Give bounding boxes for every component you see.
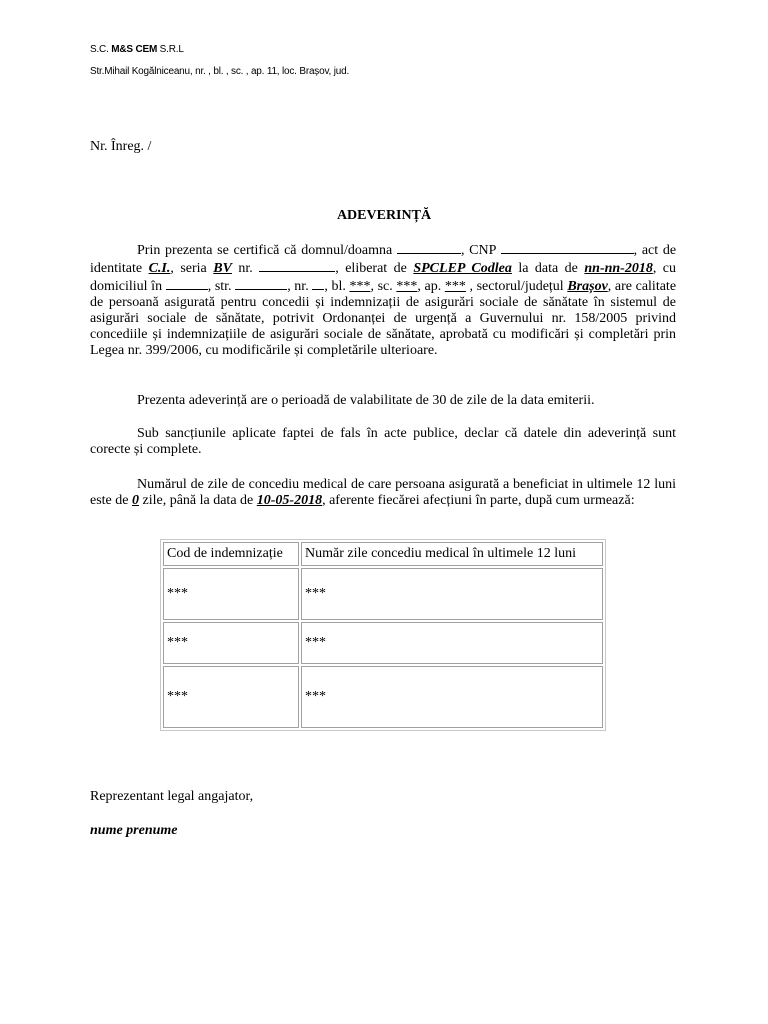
address-county-label: jud. <box>333 66 350 77</box>
representative-label: Reprezentant legal angajator, <box>90 789 254 804</box>
table-header-row <box>163 542 603 566</box>
text: sectorul/județul <box>476 279 564 294</box>
block-value: *** <box>349 279 371 294</box>
text: , <box>633 243 638 258</box>
table-cell: *** <box>301 666 603 728</box>
text: zile, până la data de <box>142 493 254 508</box>
company-address <box>90 66 349 77</box>
certification-paragraph <box>90 241 676 359</box>
text: Sub sancțiunile aplicate faptei de fals în acte publice, declar că datele din adeverință sunt corecte și complete. <box>90 426 676 457</box>
text: , are calitate de persoană asigurată pentru concedii și indemnizații de asigurări sociale de sănătate în sistemul de asigurări sociale de sănătate, potrivit Ordonanței de urgență a Guvernului nr. 158/2005 privind concediile și indemnizațiile de asigurări sociale de sănătate, aprobată cu modificări și completări prin Legea nr. 399/2006, cu modificările și completările ulterioare. <box>90 279 677 358</box>
leave-days: 0 <box>131 493 139 508</box>
table-row <box>163 568 603 620</box>
text: , <box>469 279 473 294</box>
address-loc-label: loc. <box>281 66 297 77</box>
text: , seria <box>170 261 207 276</box>
address-comma: , <box>328 66 332 77</box>
text: , nr. <box>287 279 309 294</box>
declaration-paragraph <box>90 426 676 458</box>
id-series: BV <box>213 261 232 276</box>
company-suffix: S.R.L <box>159 44 184 55</box>
reference-date: 10-05-2018 <box>256 493 323 508</box>
document-title: ADEVERINȚĂ <box>336 208 432 223</box>
text: Numărul de zile de concediu medical de care persoana asigurată a beneficiat in ultimele 12 luni este de <box>90 477 676 508</box>
id-type: C.I. <box>148 261 171 276</box>
id-number-blank <box>259 259 335 272</box>
registration-number: Nr. Înreg. / <box>90 139 152 154</box>
apartment-value: *** <box>444 279 466 294</box>
table-cell: *** <box>163 568 299 620</box>
name-blank <box>397 241 461 254</box>
text: , str. <box>207 279 232 294</box>
text: Prezenta adeverință are o perioadă de valabilitate de 30 de zile de la data emiterii. <box>137 393 595 408</box>
table-cell: *** <box>163 622 299 664</box>
company-name: M&S CEM <box>111 44 158 55</box>
medical-leave-paragraph <box>90 477 676 509</box>
table-header-cell: Număr zile concediu medical în ultimele 12 luni <box>301 542 603 566</box>
address-details: , nr. , bl. , sc. , ap. 11, <box>189 66 280 77</box>
table-row <box>163 666 603 728</box>
county-value: Brașov <box>567 279 608 294</box>
text: Prin prezenta se certifică că domnul/doamna <box>137 243 393 258</box>
text: , cu domiciliul în <box>90 261 677 294</box>
company-line <box>90 44 184 55</box>
table-cell: *** <box>163 666 299 728</box>
table-row <box>163 622 603 664</box>
table-cell: *** <box>301 622 603 664</box>
company-prefix: S.C. <box>90 44 109 55</box>
city-blank <box>166 277 208 290</box>
address-street: Str.Mihail Kogălniceanu <box>90 66 190 77</box>
text: , ap. <box>417 279 442 294</box>
text: nr. <box>238 261 253 276</box>
id-issuer: SPCLEP Codlea <box>413 261 512 276</box>
text: , aferente fiecărei afecțiuni în parte, după cum urmează: <box>322 493 635 508</box>
text: , eliberat de <box>335 261 407 276</box>
medical-leave-table <box>160 539 606 731</box>
street-blank <box>235 277 287 290</box>
validity-paragraph <box>90 393 676 409</box>
id-issue-date: nn-nn-2018 <box>584 261 653 276</box>
number-blank <box>312 277 324 290</box>
text: , CNP <box>460 243 496 258</box>
text: la data de <box>518 261 578 276</box>
text: , bl. <box>324 279 346 294</box>
text: , sc. <box>370 279 393 294</box>
address-city: Brașov <box>299 66 329 77</box>
text: act de identitate <box>90 243 677 276</box>
stair-value: *** <box>396 279 418 294</box>
table-header-cell: Cod de indemnizație <box>163 542 299 566</box>
cnp-blank <box>501 241 634 254</box>
signature-name: nume prenume <box>90 823 178 838</box>
table-cell: *** <box>301 568 603 620</box>
